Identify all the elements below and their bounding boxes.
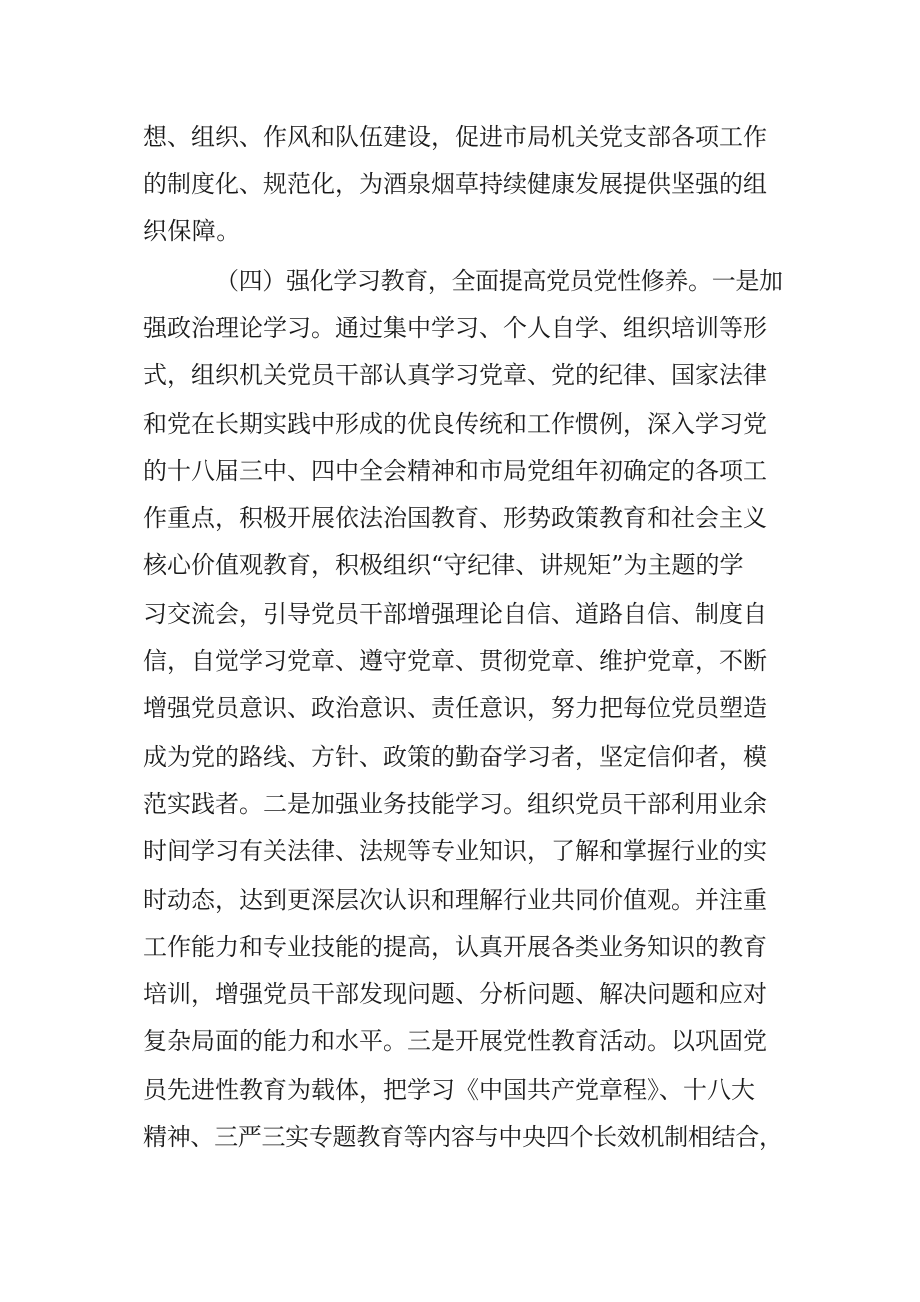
text-line: 工作能力和专业技能的提高，认真开展各类业务知识的教育 — [143, 933, 767, 961]
text-line: 想、组织、作风和队伍建设，促进市局机关党支部各项工作 — [143, 123, 767, 151]
text-line: 复杂局面的能力和水平。三是开展党性教育活动。以巩固党 — [143, 1027, 767, 1055]
text-line: 核心价值观教育，积极组织“守纪律、讲规矩”为主题的学 — [143, 551, 744, 579]
text-line: 式，组织机关党员干部认真学习党章、党的纪律、国家法律 — [143, 361, 767, 389]
text-line: 作重点，积极开展依法治国教育、形势政策教育和社会主义 — [143, 504, 767, 532]
text-line: 的十八届三中、四中全会精神和市局党组年初确定的各项工 — [143, 457, 767, 485]
text-line: 培训，增强党员干部发现问题、分析问题、解决问题和应对 — [143, 980, 767, 1008]
section-heading-line: （四）强化学习教育，全面提高党员党性修养。一是加 — [215, 267, 783, 295]
text-line: 强政治理论学习。通过集中学习、个人自学、组织培训等形 — [143, 314, 767, 342]
text-line: 习交流会，引导党员干部增强理论自信、道路自信、制度自 — [143, 600, 767, 628]
text-line: 和党在长期实践中形成的优良传统和工作惯例，深入学习党 — [143, 410, 767, 438]
text-line: 信，自觉学习党章、遵守党章、贯彻党章、维护党章，不断 — [143, 647, 767, 675]
text-line: 织保障。 — [143, 217, 241, 245]
text-line: 时间学习有关法律、法规等专业知识，了解和掌握行业的实 — [143, 837, 767, 865]
text-line: 员先进性教育为载体，把学习《中国共产党章程》、十八大 — [143, 1076, 755, 1104]
text-line: 精神、三严三实专题教育等内容与中央四个长效机制相结合， — [143, 1123, 783, 1151]
text-line: 范实践者。二是加强业务技能学习。组织党员干部利用业余 — [143, 790, 767, 818]
text-line: 成为党的路线、方针、政策的勤奋学习者，坚定信仰者，模 — [143, 743, 767, 771]
text-line: 的制度化、规范化，为酒泉烟草持续健康发展提供坚强的组 — [143, 170, 767, 198]
text-line: 增强党员意识、政治意识、责任意识，努力把每位党员塑造 — [143, 694, 767, 722]
text-line: 时动态，达到更深层次认识和理解行业共同价值观。并注重 — [143, 886, 767, 914]
